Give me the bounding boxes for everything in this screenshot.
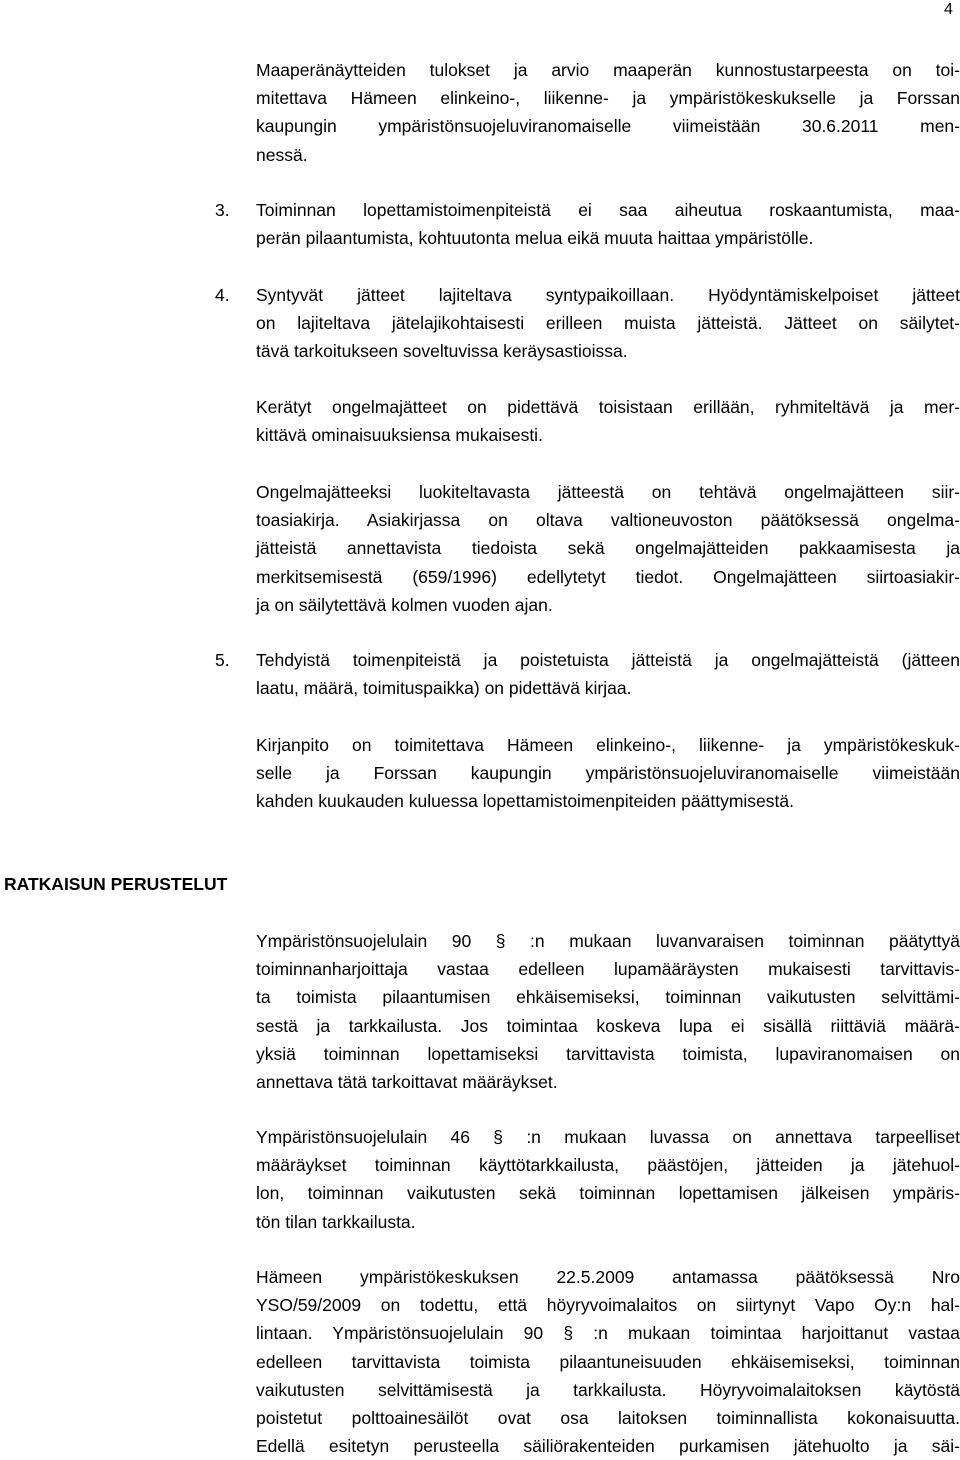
text-line: kaupungin ympäristönsuojeluviranomaiselle viimeistään 30.6.2011 men- xyxy=(256,116,960,137)
text-line: sestä ja tarkkailusta. Jos toimintaa koskeva lupa ei sisällä riittäviä määrä- xyxy=(256,1015,960,1036)
text-line: selle ja Forssan kaupungin ympäristönsuojeluviranomaiselle viimeistään xyxy=(256,763,960,784)
list-item-number: 4. xyxy=(215,285,230,305)
text-line: lintaan. Ympäristönsuojelulain 90 § :n mukaan toimintaa harjoittanut vastaa xyxy=(256,1323,960,1344)
section-heading: RATKAISUN PERUSTELUT xyxy=(4,874,228,894)
text-line: edelleen tarvittavista toimista pilaantuneisuuden ehkäisemiseksi, toiminnan xyxy=(256,1351,960,1372)
text-line: kittävä ominaisuuksiensa mukaisesti. xyxy=(256,425,543,446)
text-line: Ongelmajätteeksi luokiteltavasta jätteestä on tehtävä ongelmajätteen siir- xyxy=(256,482,960,502)
text-line: Tehdyistä toimenpiteistä ja poistetuista jätteistä ja ongelmajätteistä (jätteen xyxy=(256,650,960,670)
text-line: lon, toiminnan vaikutusten sekä toiminnan lopettamisen jälkeisen ympäris- xyxy=(256,1183,960,1204)
list-item-number: 3. xyxy=(215,200,230,220)
text-line: vaikutusten selvittämisestä ja tarkkailusta. Höyryvoimalaitoksen käytöstä xyxy=(256,1379,960,1400)
text-line: on lajiteltava jätelajikohtaisesti erilleen muista jätteistä. Jätteet on säilytet- xyxy=(256,313,960,334)
text-line: Ympäristönsuojelulain 46 § :n mukaan luvassa on annettava tarpeelliset xyxy=(256,1127,960,1147)
text-line: yksiä toiminnan lopettamiseksi tarvittavista toimista, lupaviranomaisen on xyxy=(256,1043,960,1064)
text-line: annettava tätä tarkoittavat määräykset. xyxy=(256,1071,558,1092)
text-line: laatu, määrä, toimituspaikka) on pidettävä kirjaa. xyxy=(256,678,632,699)
text-line: poistetut polttoainesäilöt ovat osa laitoksen toiminnallista kokonaisuutta. xyxy=(256,1407,960,1428)
text-line: Syntyvät jätteet lajiteltava syntypaikoillaan. Hyödyntämiskelpoiset jätteet xyxy=(256,285,960,305)
text-line: ta toimista pilaantumisen ehkäisemiseksi, toiminnan vaikutusten selvittämi- xyxy=(256,987,960,1008)
text-line: tävä tarkoitukseen soveltuvissa keräysastioissa. xyxy=(256,341,628,362)
paragraph-earlier-decision xyxy=(256,1263,960,1460)
text-line: ja on säilytettävä kolmen vuoden ajan. xyxy=(256,594,553,615)
text-line: merkitsemisestä (659/1996) edellytetyt tiedot. Ongelmajätteen siirtoasiakir- xyxy=(256,566,960,587)
text-line: Ympäristönsuojelulain 90 § :n mukaan luvanvaraisen toiminnan päätyttyä xyxy=(256,931,960,951)
text-line: nessä. xyxy=(256,144,308,165)
text-line: Hämeen ympäristökeskuksen 22.5.2009 antamassa päätöksessä Nro xyxy=(256,1267,960,1287)
text-line: Kerätyt ongelmajätteet on pidettävä toisistaan erillään, ryhmiteltävä ja mer- xyxy=(256,397,960,417)
paragraph-hazardous-waste xyxy=(256,393,960,449)
text-line: toasiakirja. Asiakirjassa on oltava valtioneuvoston päätöksessä ongelma- xyxy=(256,510,960,531)
text-line: toiminnanharjoittaja vastaa edelleen lupamääräysten mukaisesti tarvittavis- xyxy=(256,959,960,980)
text-line: kahden kuukauden kuluessa lopettamistoimenpiteiden päättymisestä. xyxy=(256,791,794,812)
text-line: Toiminnan lopettamistoimenpiteistä ei saa aiheutua roskaantumista, maa- xyxy=(256,200,960,220)
text-line: mitettava Hämeen elinkeino-, liikenne- ja ympäristökeskukselle ja Forssan xyxy=(256,88,960,109)
text-line: tön tilan tarkkailusta. xyxy=(256,1211,416,1232)
paragraph-law-90 xyxy=(256,927,960,1096)
text-line: Maaperänäytteiden tulokset ja arvio maaperän kunnostustarpeesta on toi- xyxy=(256,60,960,80)
text-line: perän pilaantumista, kohtuutonta melua eikä muuta haittaa ympäristölle. xyxy=(256,228,814,249)
text-line: Kirjanpito on toimitettava Hämeen elinkeino-, liikenne- ja ympäristökeskuk- xyxy=(256,735,960,755)
list-item-number: 5. xyxy=(215,650,230,670)
text-line: määräykset toiminnan käyttötarkkailusta, päästöjen, jätteiden ja jätehuol- xyxy=(256,1155,960,1176)
text-line: Edellä esitetyn perusteella säiliörakenteiden purkamisen jätehuolto ja säi- xyxy=(256,1436,960,1457)
paragraph-soil-samples xyxy=(256,56,960,169)
page-number: 4 xyxy=(944,1,953,18)
text-line: jätteistä annettavista tiedoista sekä ongelmajätteiden pakkaamisesta ja xyxy=(256,538,960,559)
text-line: YSO/59/2009 on todettu, että höyryvoimalaitos on siirtynyt Vapo Oy:n hal- xyxy=(256,1295,960,1316)
paragraph-transfer-document xyxy=(256,478,960,619)
paragraph-record-keeping xyxy=(256,731,960,816)
paragraph-law-46 xyxy=(256,1123,960,1236)
